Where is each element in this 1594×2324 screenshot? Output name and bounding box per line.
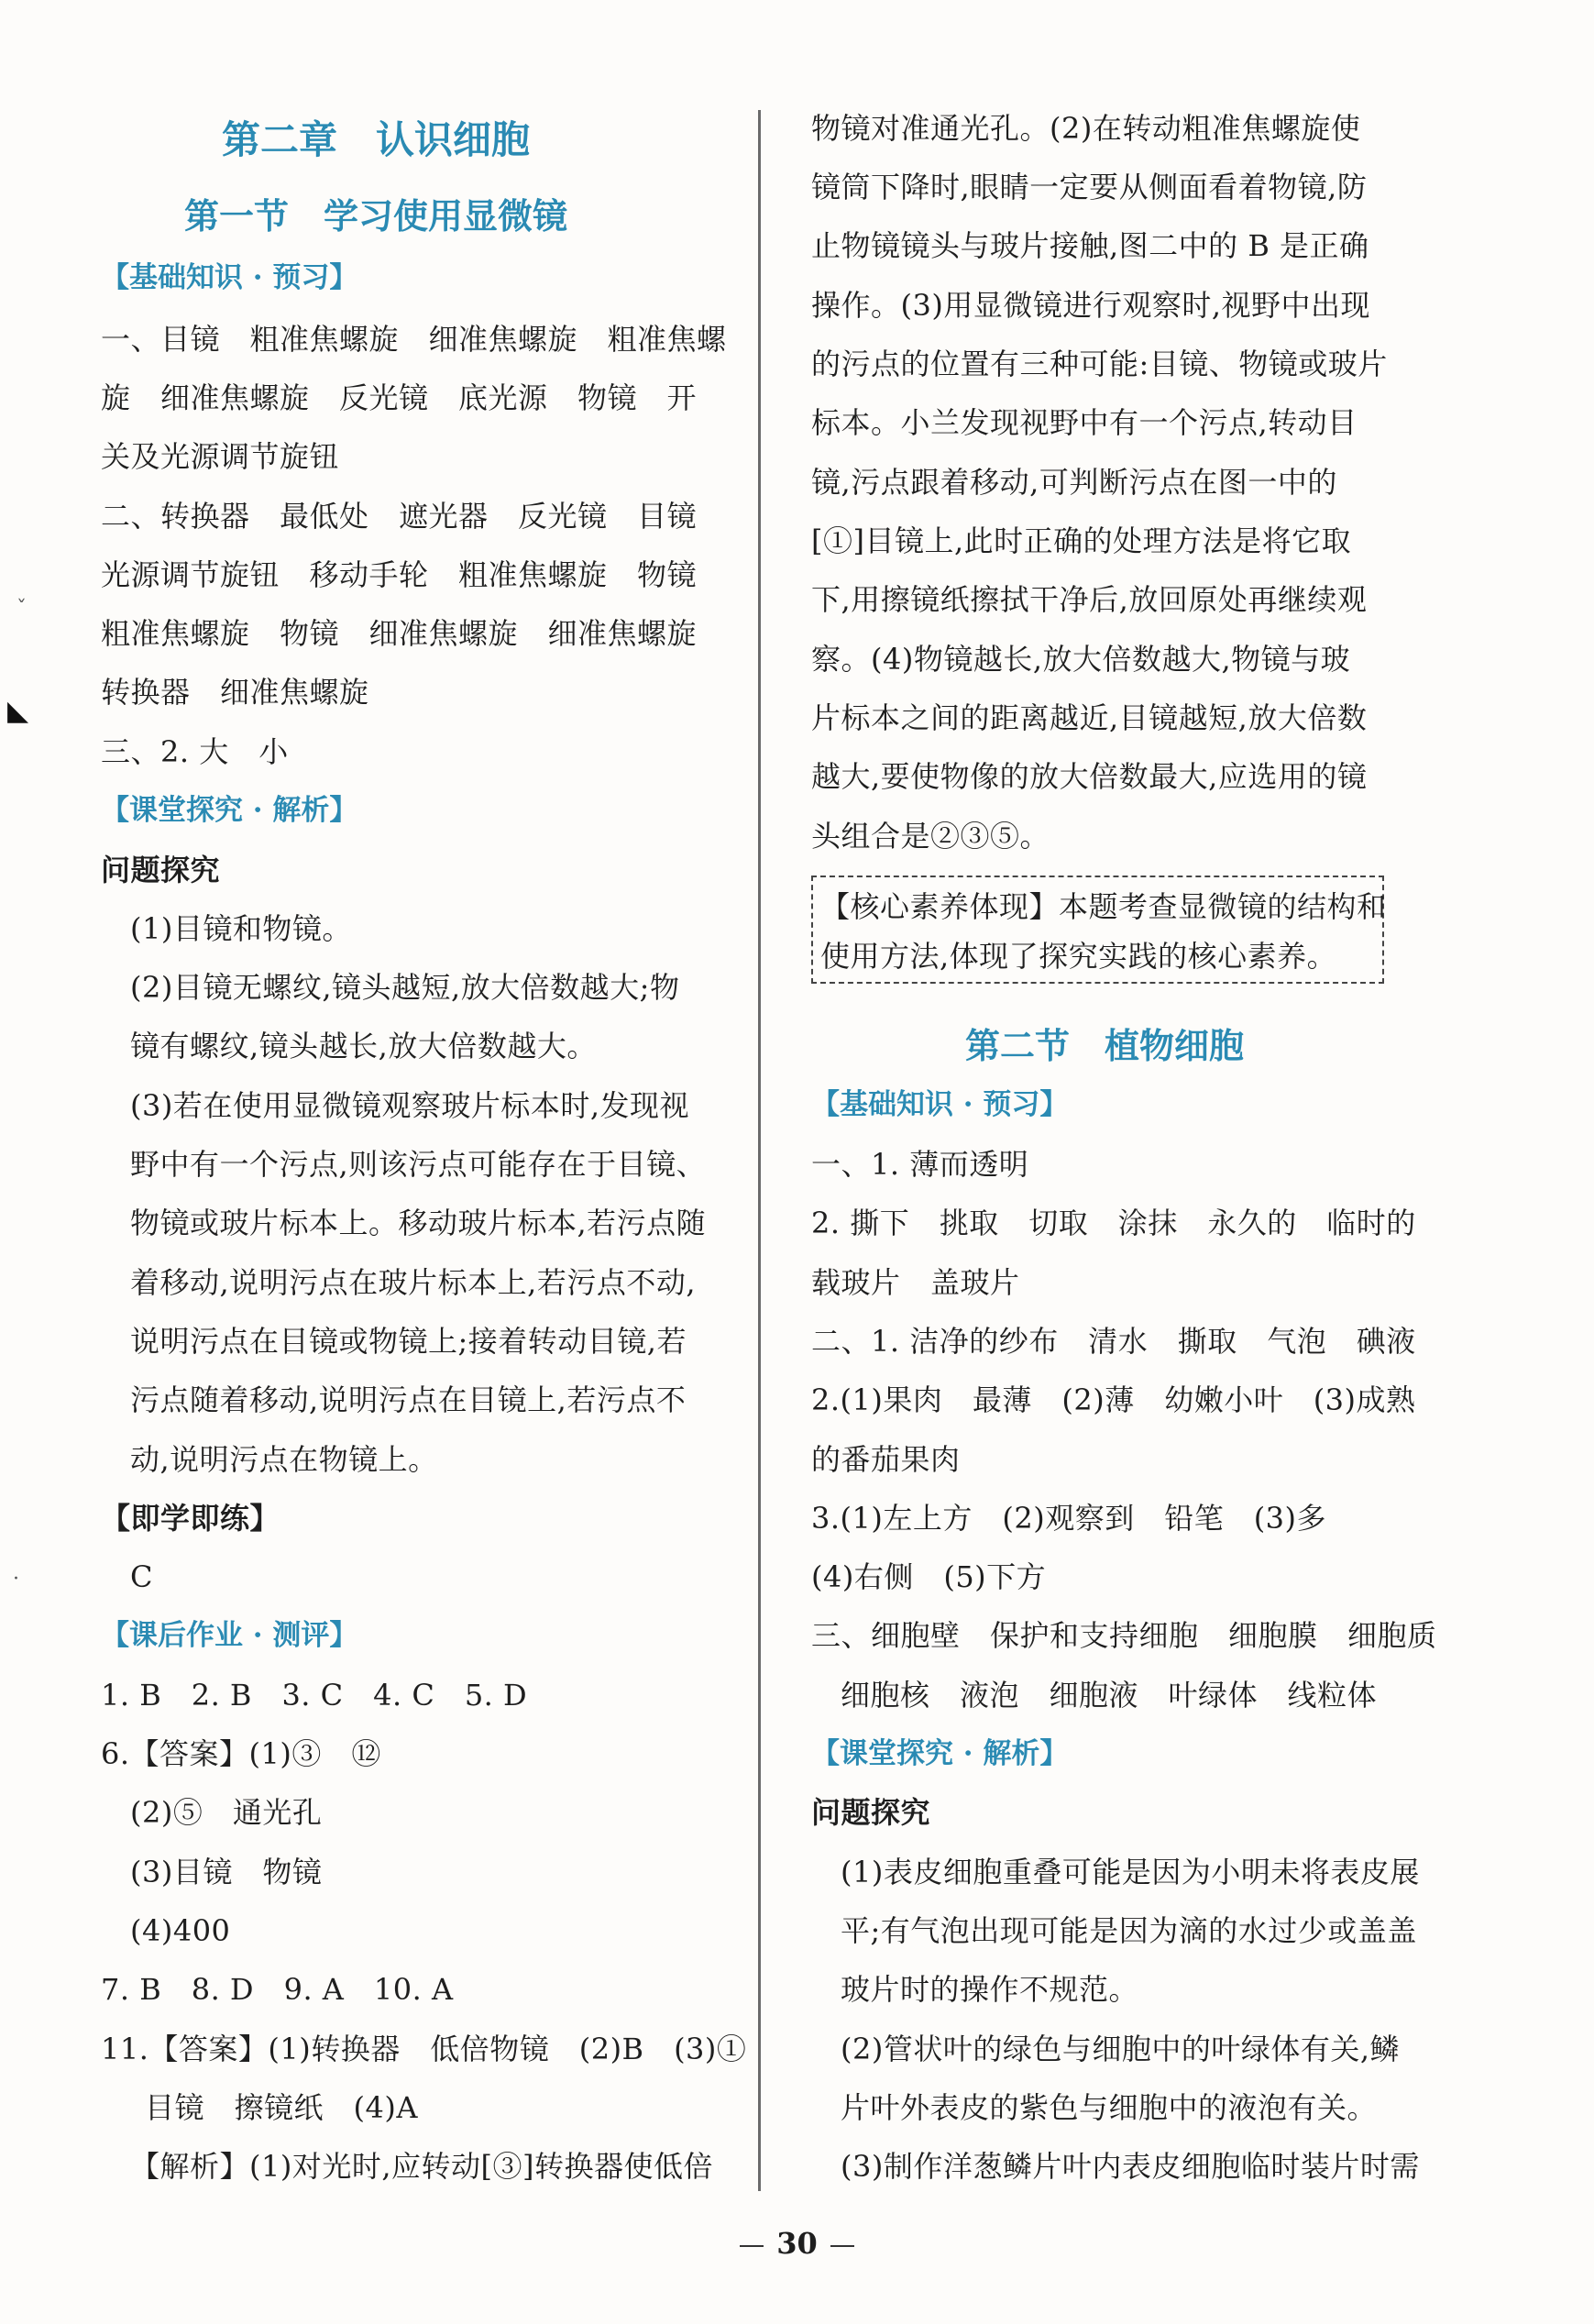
- basic-line: 3.(1)左上方 (2)观察到 铅笔 (3)多: [811, 1501, 1327, 1536]
- page-number-dash-left: [740, 2245, 764, 2247]
- scan-mark: ◣: [7, 695, 29, 727]
- analysis-line: 标本。小兰发现视野中有一个污点,转动目: [811, 405, 1358, 440]
- problem-line: 动,说明污点在物镜上。: [130, 1442, 438, 1477]
- analysis-line: 越大,要使物像的放大倍数最大,应选用的镜: [811, 759, 1368, 794]
- basic-line: 载玻片 盖玻片: [811, 1265, 1020, 1300]
- problem-line: 平;有气泡出现可能是因为滴的水过少或盖盖: [841, 1913, 1417, 1948]
- problem-line: (2)管状叶的绿色与细胞中的叶绿体有关,鳞: [841, 2032, 1401, 2066]
- problem-line: 片叶外表皮的紫色与细胞中的液泡有关。: [841, 2090, 1378, 2125]
- problem-line: 说明污点在目镜或物镜上;接着转动目镜,若: [130, 1324, 687, 1359]
- core-box-line: 【核心素养体现】本题考查显微镜的结构和: [820, 889, 1387, 924]
- homework-line: 【解析】(1)对光时,应转动[③]转换器使低倍: [130, 2149, 713, 2184]
- page-number: [0, 2226, 1594, 2261]
- analysis-line: 的污点的位置有三种可能:目镜、物镜或玻片: [811, 347, 1388, 381]
- tag-basic-knowledge: 【基础知识 · 预习】: [811, 1088, 1069, 1121]
- homework-line: (2)⑤ 通光孔: [130, 1795, 323, 1830]
- column-divider: [758, 110, 761, 2191]
- basic-line: 关及光源调节旋钮: [101, 439, 340, 474]
- problem-line: 玻片时的操作不规范。: [841, 1972, 1139, 2007]
- analysis-line: 止物镜镜头与玻片接触,图二中的 B 是正确: [811, 228, 1369, 263]
- problem-line: 着移动,说明污点在玻片标本上,若污点不动,: [130, 1265, 697, 1300]
- basic-line: 一、目镜 粗准焦螺旋 细准焦螺旋 粗准焦螺: [101, 322, 727, 357]
- analysis-line: [①]目镜上,此时正确的处理方法是将它取: [811, 523, 1352, 558]
- analysis-line: 下,用擦镜纸擦拭干净后,放回原处再继续观: [811, 582, 1368, 617]
- analysis-line: 操作。(3)用显微镜进行观察时,视野中出现: [811, 288, 1371, 323]
- analysis-line: 片标本之间的距离越近,目镜越短,放大倍数: [811, 700, 1368, 735]
- scan-mark: ˇ: [16, 598, 27, 621]
- homework-line: (3)目镜 物镜: [130, 1855, 323, 1889]
- problem-line: (1)表皮细胞重叠可能是因为小明未将表皮展: [841, 1855, 1420, 1889]
- analysis-line: 头组合是②③⑤。: [811, 819, 1050, 854]
- basic-line: 二、1. 洁净的纱布 清水 撕取 气泡 碘液: [811, 1324, 1416, 1359]
- tag-class-exploration: 【课堂探究 · 解析】: [811, 1737, 1069, 1770]
- section-title-2: 第二节 植物细胞: [964, 1025, 1244, 1066]
- page-number-dash-right: [830, 2245, 854, 2247]
- basic-line: 一、1. 薄而透明: [811, 1147, 1029, 1182]
- core-box-line: 使用方法,体现了探究实践的核心素养。: [820, 939, 1337, 974]
- homework-line: 1. B 2. B 3. C 4. C 5. D: [101, 1678, 528, 1713]
- basic-line: 2. 撕下 挑取 切取 涂抹 永久的 临时的: [811, 1206, 1416, 1240]
- page-number-value: 30: [776, 2226, 818, 2261]
- basic-line: 转换器 细准焦螺旋: [101, 675, 369, 710]
- basic-line: 光源调节旋钮 移动手轮 粗准焦螺旋 物镜: [101, 557, 698, 592]
- chapter-title: 第二章 认识细胞: [221, 117, 530, 162]
- problem-line: 镜有螺纹,镜头越长,放大倍数越大。: [130, 1029, 597, 1063]
- section-title-1: 第一节 学习使用显微镜: [183, 195, 567, 237]
- practice-heading: 【即学即练】: [101, 1501, 280, 1536]
- problem-line: 污点随着移动,说明污点在目镜上,若污点不: [130, 1382, 687, 1417]
- tag-basic-knowledge: 【基础知识 · 预习】: [101, 261, 358, 294]
- basic-line: 粗准焦螺旋 物镜 细准焦螺旋 细准焦螺旋: [101, 616, 698, 651]
- problem-line: (3)若在使用显微镜观察玻片标本时,发现视: [130, 1088, 690, 1123]
- core-literacy-box: [811, 876, 1387, 984]
- basic-line: 三、2. 大 小: [101, 734, 289, 769]
- analysis-line: 镜,污点跟着移动,可判断污点在图一中的: [811, 465, 1337, 500]
- problem-line: 野中有一个污点,则该污点可能存在于目镜、: [130, 1147, 707, 1182]
- analysis-line: 察。(4)物镜越长,放大倍数越大,物镜与玻: [811, 642, 1351, 677]
- analysis-line: 物镜对准通光孔。(2)在转动粗准焦螺旋使: [811, 111, 1361, 146]
- practice-answer: C: [130, 1559, 153, 1594]
- problem-line: 物镜或玻片标本上。移动玻片标本,若污点随: [130, 1206, 707, 1240]
- problem-heading: 问题探究: [811, 1795, 931, 1830]
- basic-line: (4)右侧 (5)下方: [811, 1559, 1047, 1594]
- basic-line: 2.(1)果肉 最薄 (2)薄 幼嫩小叶 (3)成熟: [811, 1382, 1416, 1417]
- homework-line: (4)400: [130, 1913, 231, 1948]
- basic-line: 二、转换器 最低处 遮光器 反光镜 目镜: [101, 499, 698, 534]
- analysis-line: 镜筒下降时,眼睛一定要从侧面看着物镜,防: [811, 170, 1368, 204]
- tag-class-exploration: 【课堂探究 · 解析】: [101, 794, 358, 827]
- basic-line: 细胞核 液泡 细胞液 叶绿体 线粒体: [841, 1678, 1378, 1713]
- basic-line: 三、细胞壁 保护和支持细胞 细胞膜 细胞质: [811, 1618, 1437, 1653]
- problem-line: (2)目镜无螺纹,镜头越短,放大倍数越大;物: [130, 970, 680, 1005]
- problem-line: (1)目镜和物镜。: [130, 911, 352, 946]
- problem-line: (3)制作洋葱鳞片叶内表皮细胞临时装片时需: [841, 2149, 1420, 2184]
- homework-line: 7. B 8. D 9. A 10. A: [101, 1972, 454, 2007]
- basic-line: 的番茄果肉: [811, 1442, 961, 1477]
- tag-homework: 【课后作业 · 测评】: [101, 1619, 358, 1652]
- homework-line: 11.【答案】(1)转换器 低倍物镜 (2)B (3)①: [101, 2032, 747, 2066]
- problem-heading: 问题探究: [101, 853, 221, 887]
- homework-line: 6.【答案】(1)③ ⑫: [101, 1736, 381, 1771]
- scan-mark: ·: [13, 1568, 19, 1591]
- homework-line: 目镜 擦镜纸 (4)A: [145, 2090, 418, 2125]
- basic-line: 旋 细准焦螺旋 反光镜 底光源 物镜 开: [101, 380, 698, 415]
